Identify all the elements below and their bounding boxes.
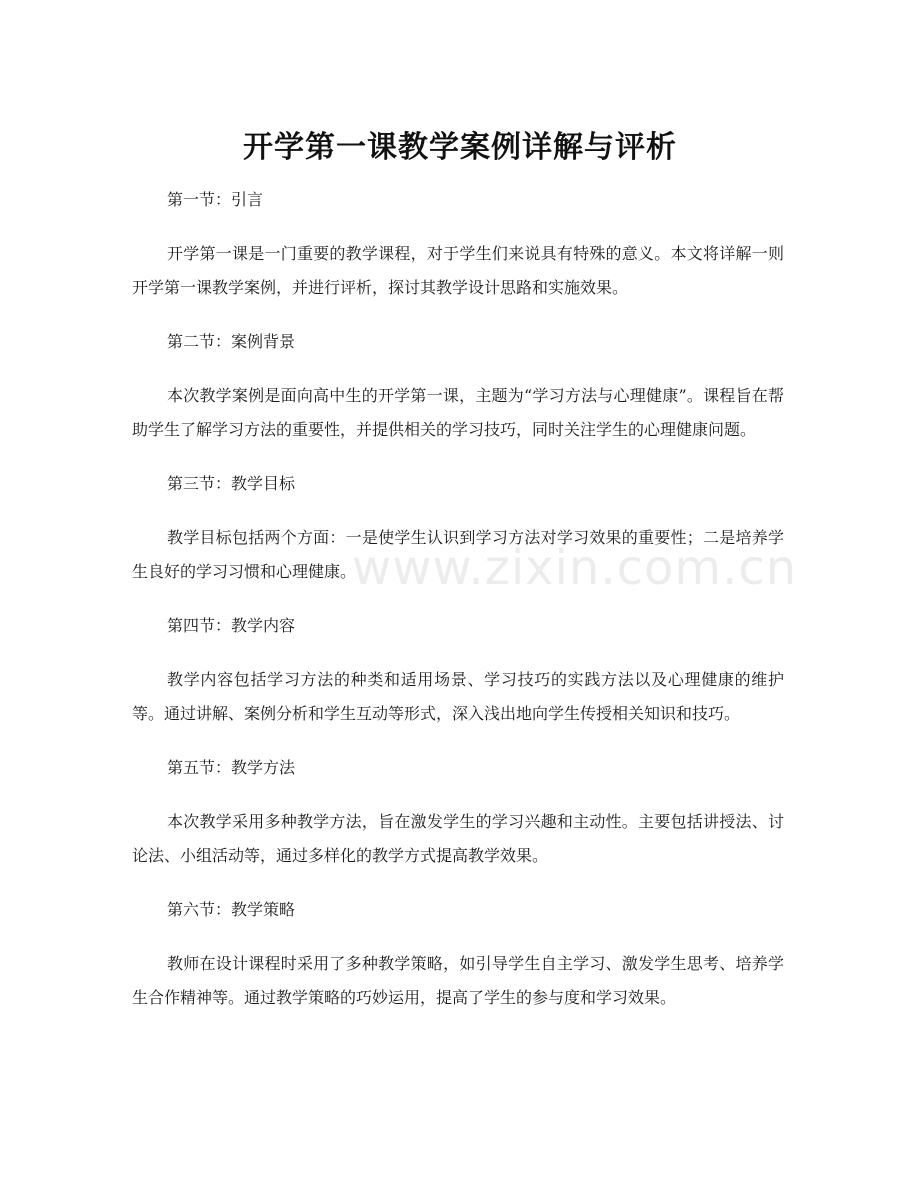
section-heading: 第五节：教学方法 — [167, 758, 296, 777]
section-paragraph: 教学内容包括学习方法的种类和适用场景、学习技巧的实践方法以及心理健康的维护等。通过讲解、案例分析和学生互动等形式，深入浅出地向学生传授相关知识和技巧。 — [132, 670, 784, 723]
document-body — [132, 185, 784, 1037]
section-paragraph: 开学第一课是一门重要的教学课程，对于学生们来说具有特殊的意义。本文将详解一则开学第一课教学案例，并进行评析，探讨其教学设计思路和实施效果。 — [132, 244, 784, 297]
section-3 — [132, 469, 784, 589]
section-paragraph: 教师在设计课程时采用了多种教学策略，如引导学生自主学习、激发学生思考、培养学生合作精神等。通过教学策略的巧妙运用，提高了学生的参与度和学习效果。 — [132, 954, 784, 1007]
section-heading: 第二节：案例背景 — [167, 332, 296, 351]
section-paragraph: 教学目标包括两个方面：一是使学生认识到学习方法对学习效果的重要性；二是培养学生良好的学习习惯和心理健康。 — [132, 528, 784, 581]
section-heading: 第六节：教学策略 — [167, 900, 296, 919]
section-5 — [132, 753, 784, 873]
section-heading: 第三节：教学目标 — [167, 474, 296, 493]
watermark: www.zixin.com.cn — [352, 540, 798, 596]
section-2 — [132, 327, 784, 447]
section-paragraph: 本次教学案例是面向高中生的开学第一课，主题为“学习方法与心理健康”。课程旨在帮助学生了解学习方法的重要性，并提供相关的学习技巧，同时关注学生的心理健康问题。 — [132, 386, 784, 439]
section-6 — [132, 895, 784, 1015]
section-4 — [132, 611, 784, 731]
section-heading: 第四节：教学内容 — [167, 616, 296, 635]
section-1 — [132, 185, 784, 305]
page-title: 开学第一课教学案例详解与评析 — [243, 130, 677, 166]
section-paragraph: 本次教学采用多种教学方法，旨在激发学生的学习兴趣和主动性。主要包括讲授法、讨论法、小组活动等，通过多样化的教学方式提高教学效果。 — [132, 812, 784, 865]
section-heading: 第一节：引言 — [167, 190, 264, 209]
